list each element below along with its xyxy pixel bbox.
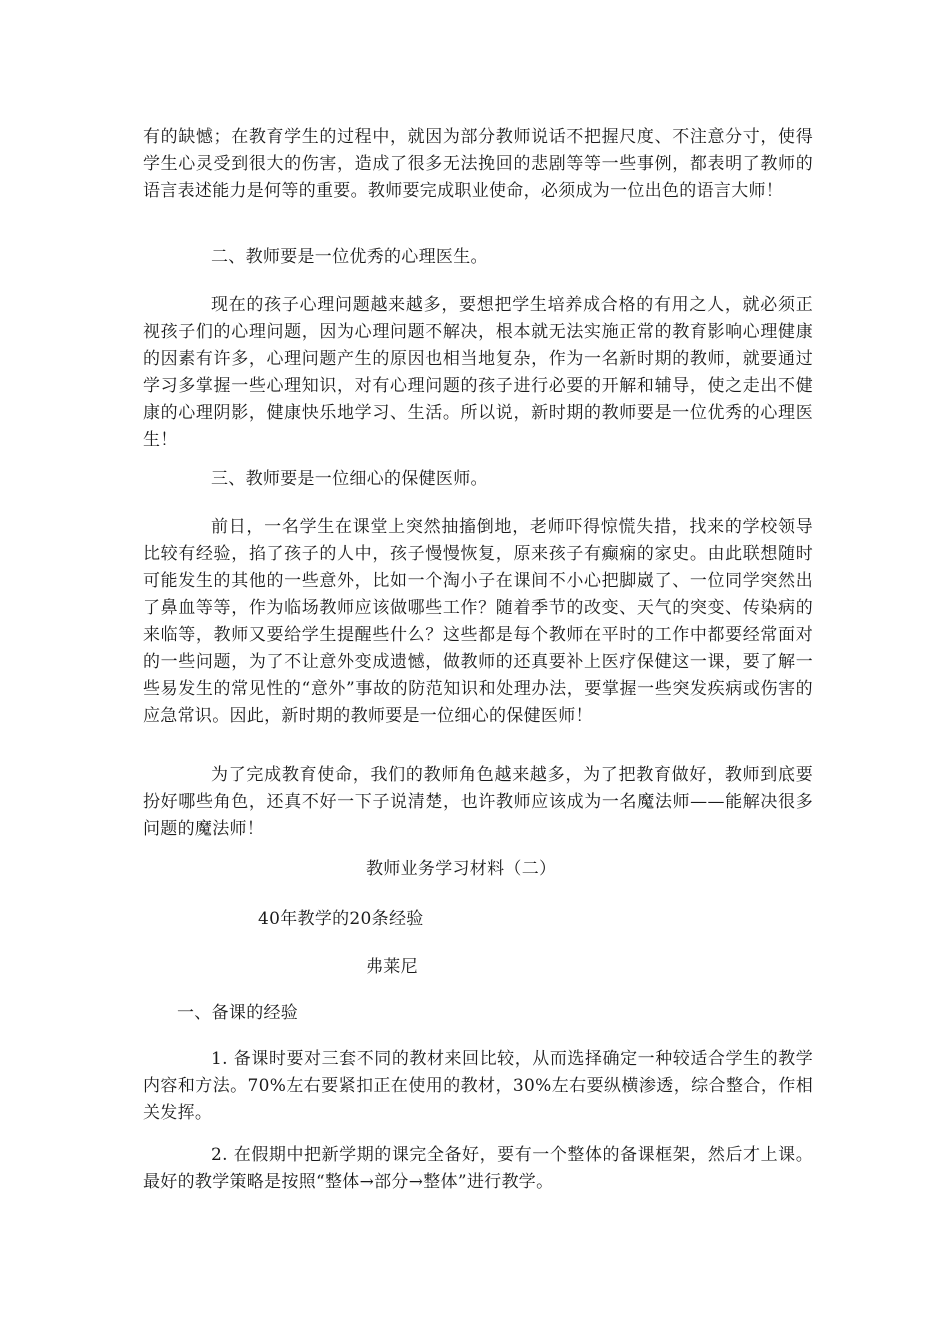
paragraph-psychologist: 现在的孩子心理问题越来越多，要想把学生培养成合格的有用之人，就必须正视孩子们的心理问题，因为心理问题不解决，根本就无法实施正常的教育影响心理健康的因素有许多，心理问题产生的原因也相当地复杂，作为一名新时期的教师，就要通过学习多掌握一些心理知识，对有心理问题的孩子进行必要的开解和辅导，使之走出不健康的心理阴影，健康快乐地学习、生活。所以说，新时期的教师要是一位优秀的心理医生！ [143,295,813,450]
list-item-2: 2. 在假期中把新学期的课完全备好，要有一个整体的备课框架，然后才上课。最好的教学策略是按照“整体→部分→整体”进行教学。 [143,1145,813,1192]
article-subtitle: 40年教学的20条经验 [258,909,424,929]
paragraph-health-doctor: 前日，一名学生在课堂上突然抽搐倒地，老师吓得惊慌失措，找来的学校领导比较有经验，掐了孩子的人中，孩子慢慢恢复，原来孩子有癫痫的家史。由此联想随时可能发生的其他的一些意外，比如一个淘小子在课间不小心把脚崴了、一位同学突然出了鼻血等等，作为临场教师应该做哪些工作？随着季节的改变、天气的突变、传染病的来临等，教师又要给学生提醒些什么？这些都是每个教师在平时的工作中都要经常面对的一些问题，为了不让意外变成遗憾，做教师的还真要补上医疗保健这一课，要了解一些易发生的常见性的“意外”事故的防范知识和处理办法，要掌握一些突发疾病或伤害的应急常识。因此，新时期的教师要是一位细心的保健医师！ [143,517,813,726]
section-title: 教师业务学习材料（二） [366,859,557,879]
heading-health-doctor: 三、教师要是一位细心的保健医师。 [211,469,488,489]
heading-lesson-prep: 一、备课的经验 [177,1003,299,1023]
paragraph-magician: 为了完成教育使命，我们的教师角色越来越多，为了把教育做好，教师到底要扮好哪些角色，还真不好一下子说清楚，也许教师应该成为一名魔法师——能解决很多问题的魔法师！ [143,765,813,839]
paragraph-language-master: 有的缺憾；在教育学生的过程中，就因为部分教师说话不把握尺度、不注意分寸，使得学生心灵受到很大的伤害，造成了很多无法挽回的悲剧等等一些事例，都表明了教师的语言表述能力是何等的重要。教师要完成职业使命，必须成为一位出色的语言大师！ [143,127,813,201]
author-name: 弗莱尼 [366,957,418,977]
heading-psychologist: 二、教师要是一位优秀的心理医生。 [211,247,488,267]
list-item-1: 1. 备课时要对三套不同的教材来回比较，从而选择确定一种较适合学生的教学内容和方法。70%左右要紧扣正在使用的教材，30%左右要纵横渗透，综合整合，作相关发挥。 [143,1049,813,1123]
